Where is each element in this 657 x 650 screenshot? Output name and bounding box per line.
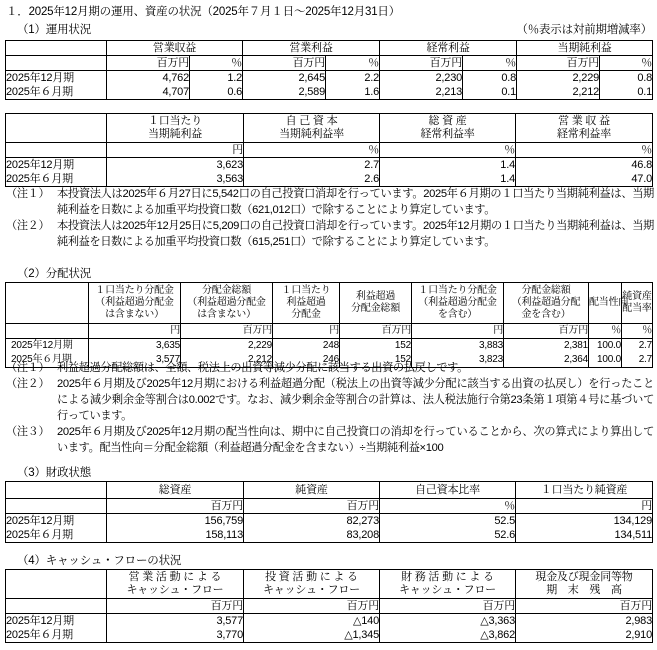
header-line-1: 投 資 活 動 に よ る: [265, 571, 358, 584]
header-line-1: 分配金総額: [521, 285, 571, 297]
unit-cell: 百万円: [516, 599, 653, 614]
table-row-header: [6, 570, 653, 599]
unit-cell: 百万円: [181, 324, 273, 339]
unit-cell: ％: [463, 56, 517, 71]
unit-cell: ％: [516, 143, 653, 158]
header-line-2: 当期純利益率: [279, 128, 344, 140]
header-line-1: 総 資 産: [428, 115, 467, 128]
header-line-1: 財 務 活 動 に よ る: [401, 571, 494, 584]
data-cell: 82,273: [244, 514, 380, 529]
data-cell: 2,645: [243, 71, 326, 86]
unit-row-spacer: [6, 499, 107, 514]
table-row: [6, 158, 653, 173]
unit-row-spacer: [6, 324, 89, 339]
data-cell: 3,623: [107, 158, 244, 173]
data-cell: 0.8: [600, 71, 653, 86]
unit-cell: ％: [244, 143, 380, 158]
row-label-previous-period: 2025年６月期: [6, 628, 107, 643]
header-line-2: （利益超過分配金: [187, 297, 266, 309]
data-cell: 2,910: [516, 628, 653, 643]
col-header-total-excess-distributions: [340, 283, 412, 324]
corner-cell: [6, 482, 107, 499]
section-heading-operating-results: （1）運用状況: [17, 24, 91, 36]
table-row-header: [6, 283, 653, 324]
header-line-1: １口当たり: [148, 115, 202, 128]
data-cell: 2,212: [517, 85, 600, 100]
data-cell: 3,883: [412, 339, 504, 354]
header-line-1: 分配金総額: [202, 285, 251, 297]
header-line-1: 純資産: [622, 291, 652, 303]
table-per-unit-ratios: [5, 113, 653, 187]
unit-row-spacer: [6, 143, 107, 158]
header-line-1: 現金及び現金同等物: [535, 571, 633, 584]
unit-cell: 百万円: [107, 56, 190, 71]
unit-cell: 百万円: [504, 324, 589, 339]
header-line-2: 経常利益率: [557, 128, 611, 140]
unit-cell: 百万円: [340, 324, 412, 339]
data-cell: 2,983: [516, 614, 653, 629]
data-cell: 2,364: [504, 353, 589, 368]
data-cell: 2.7: [622, 339, 653, 354]
data-cell: 3,577: [89, 353, 181, 368]
row-label-previous-period: 2025年６月期: [6, 528, 107, 543]
corner-cell: [6, 570, 107, 599]
header-line-1: １口当たり: [281, 285, 331, 297]
note-body: 本投資法人は2025年６月27日に5,542口の自己投資口消却を行っています。2025年６月期の１口当たり当期純利益は、当期純利益を日数による加重平均投資口数（621,012口）で除することにより算定しています。: [57, 188, 654, 216]
col-header-operating-cash-flow: [107, 570, 244, 599]
header-line-2: （利益超過分配金: [95, 297, 174, 309]
data-cell: 134,129: [516, 514, 653, 529]
unit-cell: 円: [107, 143, 244, 158]
unit-cell: 円: [89, 324, 181, 339]
col-header-ordinary-income: 経常利益: [380, 41, 517, 56]
row-label-previous-period: 2025年６月期: [6, 172, 107, 187]
table-row: [6, 339, 653, 354]
unit-cell: ％: [589, 324, 622, 339]
table-distributions: [5, 282, 653, 368]
note-item: [6, 360, 654, 376]
col-header-total-distributions-excl: [181, 283, 273, 324]
data-cell: 3,823: [412, 353, 504, 368]
header-line-2: 経常利益率: [420, 128, 475, 140]
unit-cell: ％: [190, 56, 243, 71]
col-header-cash-and-equivalents-end: [516, 570, 653, 599]
section-heading-cash-flows: （4）キャッシュ・フローの状況: [17, 555, 182, 567]
col-header-equity-ratio: 自己資本比率: [380, 482, 516, 499]
section-heading-financial-position: （3）財政状態: [17, 467, 91, 479]
note-item: [6, 424, 654, 456]
note-item: [6, 376, 654, 424]
header-line-1: 自 己 資 本: [285, 115, 338, 128]
data-cell: 1.6: [326, 85, 380, 100]
col-header-ordinary-income-to-revenue: [516, 114, 653, 143]
header-line-2: （利益超過分配金: [418, 297, 497, 309]
data-cell: 3,770: [107, 628, 244, 643]
table-operating-results: [5, 40, 653, 100]
unit-cell: 円: [412, 324, 504, 339]
data-cell: 2,213: [380, 85, 463, 100]
header-line-3: は含まない）: [197, 308, 256, 320]
document-title: １．2025年12月期の運用、資産の状況（2025年７月１日～2025年12月31日）: [6, 6, 401, 18]
data-cell: 0.1: [600, 85, 653, 100]
unit-cell: ％: [600, 56, 653, 71]
table-row-units: [6, 599, 653, 614]
col-header-distribution-per-unit-excl: [89, 283, 181, 324]
header-line-3: は含まない）: [105, 308, 164, 320]
col-header-net-income-per-unit: [107, 114, 244, 143]
header-line-2: キャッシュ・フロー: [399, 584, 496, 596]
table-cash-flows: [5, 569, 653, 643]
header-line-1: 利益超過: [355, 291, 396, 303]
col-header-net-assets: 純資産: [244, 482, 380, 499]
data-cell: 3,635: [89, 339, 181, 354]
row-label-previous-period: 2025年６月期: [6, 353, 89, 368]
data-cell: 2,212: [181, 353, 273, 368]
table-row: [6, 614, 653, 629]
data-cell: 2,229: [517, 71, 600, 86]
data-cell: 0.6: [190, 85, 243, 100]
unit-cell: 百万円: [517, 56, 600, 71]
unit-cell: 百万円: [107, 599, 244, 614]
unit-cell: ％: [326, 56, 380, 71]
col-header-total-distributions-incl: [504, 283, 589, 324]
note-body: 2025年６月期及び2025年12月期における利益超過分配（税法上の出資等減少分配に該当する出資の払戻し）を行ったことによる減少剰余金等割合は0.002です。なお、減少剰余金等割合の計算は、法人税法施行令第23条第１項第４号に基づいて行っています。: [57, 378, 654, 422]
header-line-2: キャッシュ・フロー: [263, 584, 360, 596]
col-header-return-on-assets: [380, 114, 516, 143]
row-label-previous-period: 2025年６月期: [6, 85, 107, 100]
table-row-header: [6, 114, 653, 143]
unit-cell: 百万円: [380, 56, 463, 71]
row-label-current-period: 2025年12月期: [6, 71, 107, 86]
data-cell: 2,381: [504, 339, 589, 354]
col-header-operating-income: 営業利益: [243, 41, 380, 56]
note-item: [6, 218, 654, 250]
table-row: [6, 628, 653, 643]
data-cell: 152: [340, 339, 412, 354]
header-line-2: （利益超過分配: [511, 297, 581, 309]
row-label-current-period: 2025年12月期: [6, 339, 89, 354]
unit-row-spacer: [6, 599, 107, 614]
data-cell: 0.1: [463, 85, 517, 100]
col-header-total-assets: 総資産: [107, 482, 244, 499]
row-label-current-period: 2025年12月期: [6, 614, 107, 629]
data-cell: 47.0: [516, 172, 653, 187]
data-cell: 46.8: [516, 158, 653, 173]
unit-cell: ％: [380, 143, 516, 158]
data-cell: △3,862: [380, 628, 516, 643]
data-cell: 246: [273, 353, 340, 368]
col-header-distribution-to-net-assets: [622, 283, 653, 324]
data-cell: 3,577: [107, 614, 244, 629]
note-label: （注１）: [6, 362, 50, 374]
note-body: 2025年６月期及び2025年12月期の配当性向は、期中に自己投資口の消却を行っていることから、次の算式により算出しています。配当性向＝分配金総額（利益超過分配金を含まない）÷当期純利益×100: [57, 426, 654, 454]
table-row-header: [6, 41, 653, 56]
unit-cell: 百万円: [243, 56, 326, 71]
col-header-net-assets-per-unit: １口当たり純資産: [516, 482, 653, 499]
data-cell: 83,208: [244, 528, 380, 543]
data-cell: 1.4: [380, 158, 516, 173]
col-header-net-income: 当期純利益: [517, 41, 653, 56]
row-label-current-period: 2025年12月期: [6, 158, 107, 173]
table-row: [6, 85, 653, 100]
col-header-distribution-per-unit-incl: [412, 283, 504, 324]
data-cell: 152: [340, 353, 412, 368]
data-cell: 100.0: [589, 339, 622, 354]
data-cell: 52.5: [380, 514, 516, 529]
data-cell: 134,511: [516, 528, 653, 543]
corner-cell: [6, 114, 107, 143]
note-item: [6, 186, 654, 218]
col-header-investing-cash-flow: [244, 570, 380, 599]
data-cell: 2.2: [326, 71, 380, 86]
table-row-header: [6, 482, 653, 499]
data-cell: 2.6: [244, 172, 380, 187]
unit-cell: 百万円: [380, 599, 516, 614]
header-line-1: １口当たり分配金: [418, 285, 497, 297]
row-label-current-period: 2025年12月期: [6, 514, 107, 529]
data-cell: 2.7: [622, 353, 653, 368]
data-cell: 1.4: [380, 172, 516, 187]
header-line-2: 期 末 残 高: [546, 584, 622, 596]
data-cell: 2,230: [380, 71, 463, 86]
header-line-3: を含む）: [437, 308, 478, 320]
data-cell: 4,762: [107, 71, 190, 86]
header-line-3: 金を含む）: [521, 308, 571, 320]
header-line-1: 営 業 活 動 に よ る: [128, 571, 222, 584]
table-row: [6, 514, 653, 529]
data-cell: 158,113: [107, 528, 244, 543]
table-row: [6, 172, 653, 187]
header-line-2: 利益超過: [286, 297, 326, 309]
unit-row-spacer: [6, 56, 107, 71]
table-row-units: [6, 324, 653, 339]
col-header-operating-revenue: 営業収益: [107, 41, 243, 56]
note-body: 利益超過分配総額は、全額、税法上の出資等減少分配に該当する出資の払戻しです。: [57, 362, 468, 374]
unit-cell: ％: [622, 324, 653, 339]
table-row-units: [6, 143, 653, 158]
data-cell: 156,759: [107, 514, 244, 529]
data-cell: 2.7: [244, 158, 380, 173]
table-row-units: [6, 499, 653, 514]
note-body: 本投資法人は2025年12月25日に5,209口の自己投資口消却を行っています。2025年12月期の１口当たり当期純利益は、当期純利益を日数による加重平均投資口数（615,251口）で除することにより算定しています。: [57, 220, 654, 248]
header-line-1: 配当性向: [589, 297, 629, 309]
data-cell: △140: [244, 614, 380, 629]
header-line-2: キャッシュ・フロー: [126, 584, 224, 596]
data-cell: △3,363: [380, 614, 516, 629]
table-row: [6, 71, 653, 86]
percent-display-note: （％表示は対前期増減率）: [516, 24, 652, 36]
col-header-payout-ratio: [589, 283, 629, 324]
col-header-excess-distribution-per-unit: [273, 283, 340, 324]
data-cell: 100.0: [589, 353, 622, 368]
data-cell: 248: [273, 339, 340, 354]
corner-cell: [6, 283, 89, 324]
col-header-financing-cash-flow: [380, 570, 516, 599]
note-label: （注２）: [6, 220, 50, 232]
header-line-3: 分配金: [291, 308, 321, 320]
data-cell: 52.6: [380, 528, 516, 543]
data-cell: 1.2: [190, 71, 243, 86]
unit-cell: 百万円: [107, 499, 244, 514]
data-cell: 3,563: [107, 172, 244, 187]
col-header-return-on-equity: [244, 114, 380, 143]
header-line-2: 配当率: [622, 303, 652, 314]
header-line-2: 当期純利益: [148, 128, 202, 140]
table-financial-position: [5, 481, 653, 543]
header-line-2: 分配金総額: [351, 303, 400, 314]
data-cell: 2,229: [181, 339, 273, 354]
note-label: （注２）: [6, 378, 50, 390]
unit-cell: 百万円: [244, 599, 380, 614]
unit-cell: 円: [516, 499, 653, 514]
data-cell: 0.8: [463, 71, 517, 86]
note-label: （注３）: [6, 426, 50, 438]
data-cell: 4,707: [107, 85, 190, 100]
unit-cell: 百万円: [244, 499, 380, 514]
table-row-units: [6, 56, 653, 71]
data-cell: 2,589: [243, 85, 326, 100]
header-line-1: 営 業 収 益: [558, 115, 610, 128]
data-cell: △1,345: [244, 628, 380, 643]
unit-cell: 円: [273, 324, 340, 339]
unit-cell: ％: [380, 499, 516, 514]
section-heading-distributions: （2）分配状況: [17, 268, 91, 280]
note-label: （注１）: [6, 188, 50, 200]
table-row: [6, 528, 653, 543]
header-line-1: １口当たり分配金: [95, 285, 174, 297]
corner-cell: [6, 41, 107, 56]
